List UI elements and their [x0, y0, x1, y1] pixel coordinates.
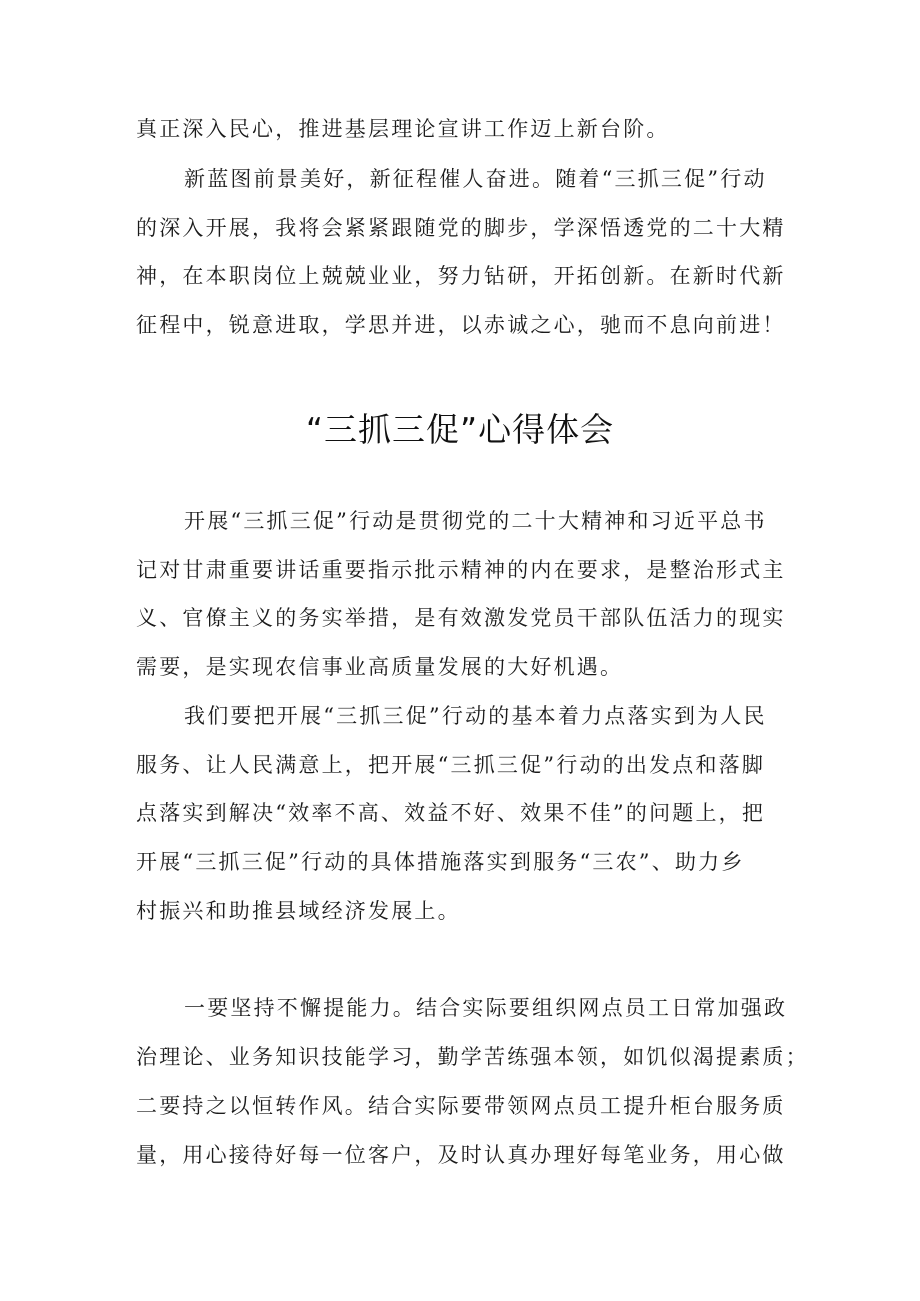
para3-line-3: 二要持之以恒转作风。结合实际要带领网点员工提升柜台服务质: [136, 1094, 786, 1118]
para3-line-2: 治理论、业务知识技能学习，勤学苦练强本领，如饥似渴提素质；: [136, 1045, 809, 1069]
para2-line-2: 服务、让人民满意上，把开展“三抓三促”行动的出发点和落脚: [136, 753, 766, 777]
para1-line-2: 记对甘肃重要讲话重要指示批示精神的内在要求，是整治形式主: [136, 558, 786, 582]
para2-line-3: 点落实到解决“效率不高、效益不好、效果不佳”的问题上，把: [136, 801, 766, 825]
para1-line-4: 需要，是实现农信事业高质量发展的大好机遇。: [136, 655, 624, 679]
para2-line-4: 开展“三抓三促”行动的具体措施落实到服务“三农”、助力乡: [136, 850, 745, 874]
intro-line-5: 征程中，锐意进取，学思并进，以赤诚之心，驰而不息向前进！: [136, 313, 786, 337]
para3-line-4: 量，用心接待好每一位客户，及时认真办理好每笔业务，用心做: [136, 1143, 786, 1167]
para2-line-1: 我们要把开展“三抓三促”行动的基本着力点落实到为人民: [184, 704, 767, 728]
para1-line-3: 义、官僚主义的务实举措，是有效激发党员干部队伍活力的现实: [136, 606, 786, 630]
para3-line-1: 一要坚持不懈提能力。结合实际要组织网点员工日常加强政: [184, 996, 788, 1020]
intro-line-4: 神，在本职岗位上兢兢业业，努力钻研，开拓创新。在新时代新: [136, 264, 786, 288]
intro-line-2: 新蓝图前景美好，新征程催人奋进。随着“三抓三促”行动: [184, 167, 767, 191]
intro-line-3: 的深入开展，我将会紧紧跟随党的脚步，学深悟透党的二十大精: [136, 216, 786, 240]
para2-line-5: 村振兴和助推县域经济发展上。: [136, 899, 461, 923]
para1-line-1: 开展“三抓三促”行动是贯彻党的二十大精神和习近平总书: [184, 509, 767, 533]
article-title: “三抓三促”心得体会: [305, 410, 615, 449]
intro-line-1: 真正深入民心，推进基层理论宣讲工作迈上新台阶。: [136, 117, 670, 141]
